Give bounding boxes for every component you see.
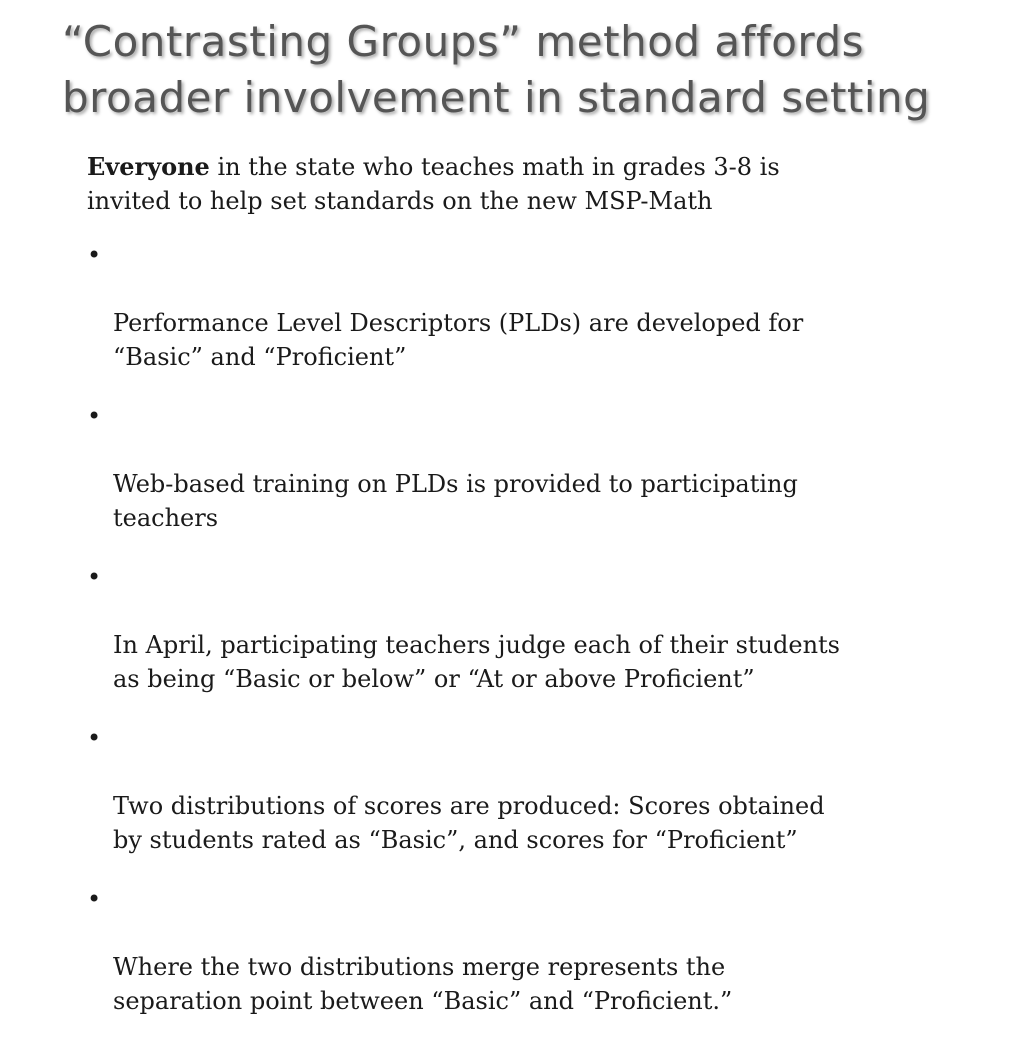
bullet-item [87,882,967,1018]
slide-title [62,14,992,126]
bullet-text: In April, participating teachers judge each of their students as being “Basic or below” or “At or above Proficient” [113,631,840,693]
bullet-list [87,238,967,1018]
bullet-item [87,399,967,535]
bullet-text: Web-based training on PLDs is provided to participating teachers [113,470,798,532]
bullet-dot-icon: • [87,885,102,913]
bullet-dot-icon: • [87,402,102,430]
bullet-text: Performance Level Descriptors (PLDs) are developed for “Basic” and “Proficient” [113,309,804,371]
bullet-item [87,721,967,857]
slide-title-line-2: broader involvement in standard setting [62,73,931,122]
intro-text: in the state who teaches math in grades 3-8 is invited to help set standards on the new MSP-Math [87,153,780,215]
slide-title-line-1: “Contrasting Groups” method affords [62,17,865,66]
bullet-dot-icon: • [87,241,102,269]
intro-bold-word: Everyone [87,152,210,181]
slide-body [87,150,967,1043]
bullet-item [87,238,967,374]
bullet-item [87,560,967,696]
bullet-text: Where the two distributions merge represents the separation point between “Basic” and “Proficient.” [113,953,733,1015]
intro-paragraph [87,150,967,218]
bullet-dot-icon: • [87,563,102,591]
bullet-text: Two distributions of scores are produced: Scores obtained by students rated as “Basic”, and scores for “Proficient” [113,792,825,854]
bullet-dot-icon: • [87,724,102,752]
